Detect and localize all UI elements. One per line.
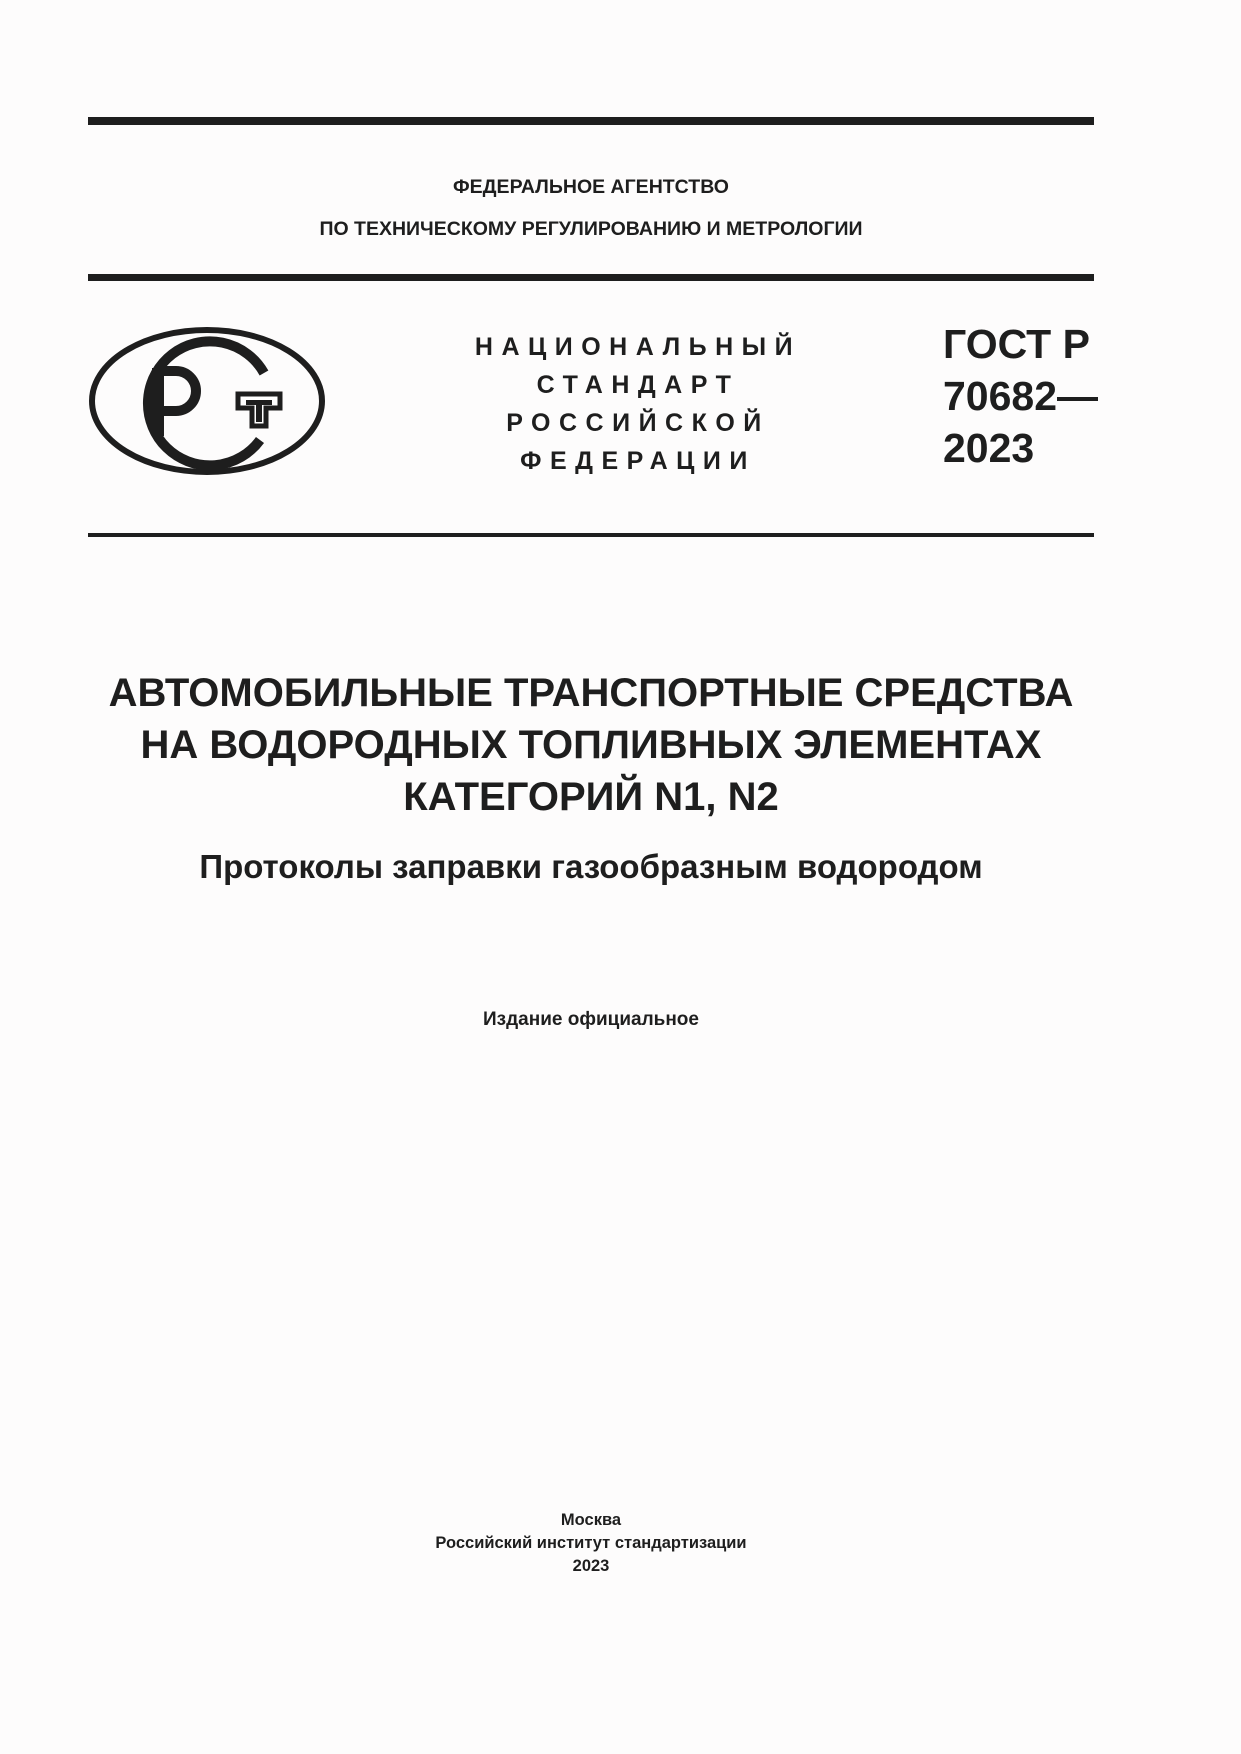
designation-line-3: 2023 xyxy=(943,425,1035,471)
title-line-2: НА ВОДОРОДНЫХ ТОПЛИВНЫХ ЭЛЕМЕНТАХ xyxy=(140,723,1042,767)
imprint-year: 2023 xyxy=(572,1557,610,1575)
standard-type-line-1: НАЦИОНАЛЬНЫЙ xyxy=(474,333,802,361)
imprint-city: Москва xyxy=(560,1511,622,1529)
top-rule xyxy=(88,117,1094,125)
designation-line-2: 70682— xyxy=(943,373,1099,419)
imprint xyxy=(88,1509,1094,1578)
agency-line-1: ФЕДЕРАЛЬНОЕ АГЕНТСТВО xyxy=(453,176,729,198)
edition-note: Издание официальное xyxy=(483,1009,699,1030)
standard-designation xyxy=(943,318,1098,474)
standard-type-line-4: ФЕДЕРАЦИИ xyxy=(520,447,756,475)
middle-rule xyxy=(88,274,1094,281)
rst-certification-mark-icon xyxy=(88,326,326,476)
title-line-3: КАТЕГОРИЙ N1, N2 xyxy=(403,775,779,819)
agency-header xyxy=(88,166,1094,250)
document-title xyxy=(60,667,1122,823)
agency-line-2: ПО ТЕХНИЧЕСКОМУ РЕГУЛИРОВАНИЮ И МЕТРОЛОГИИ xyxy=(319,218,863,240)
standard-type-line-2: СТАНДАРТ xyxy=(536,371,740,399)
document-subtitle: Протоколы заправки газообразным водородом xyxy=(199,848,983,885)
lower-rule xyxy=(88,533,1094,537)
designation-line-1: ГОСТ Р xyxy=(943,321,1090,367)
standard-type-block xyxy=(438,328,838,480)
title-line-1: АВТОМОБИЛЬНЫЕ ТРАНСПОРТНЫЕ СРЕДСТВА xyxy=(108,671,1074,715)
standard-type-line-3: РОССИЙСКОЙ xyxy=(506,409,770,437)
imprint-publisher: Российский институт стандартизации xyxy=(435,1534,747,1552)
